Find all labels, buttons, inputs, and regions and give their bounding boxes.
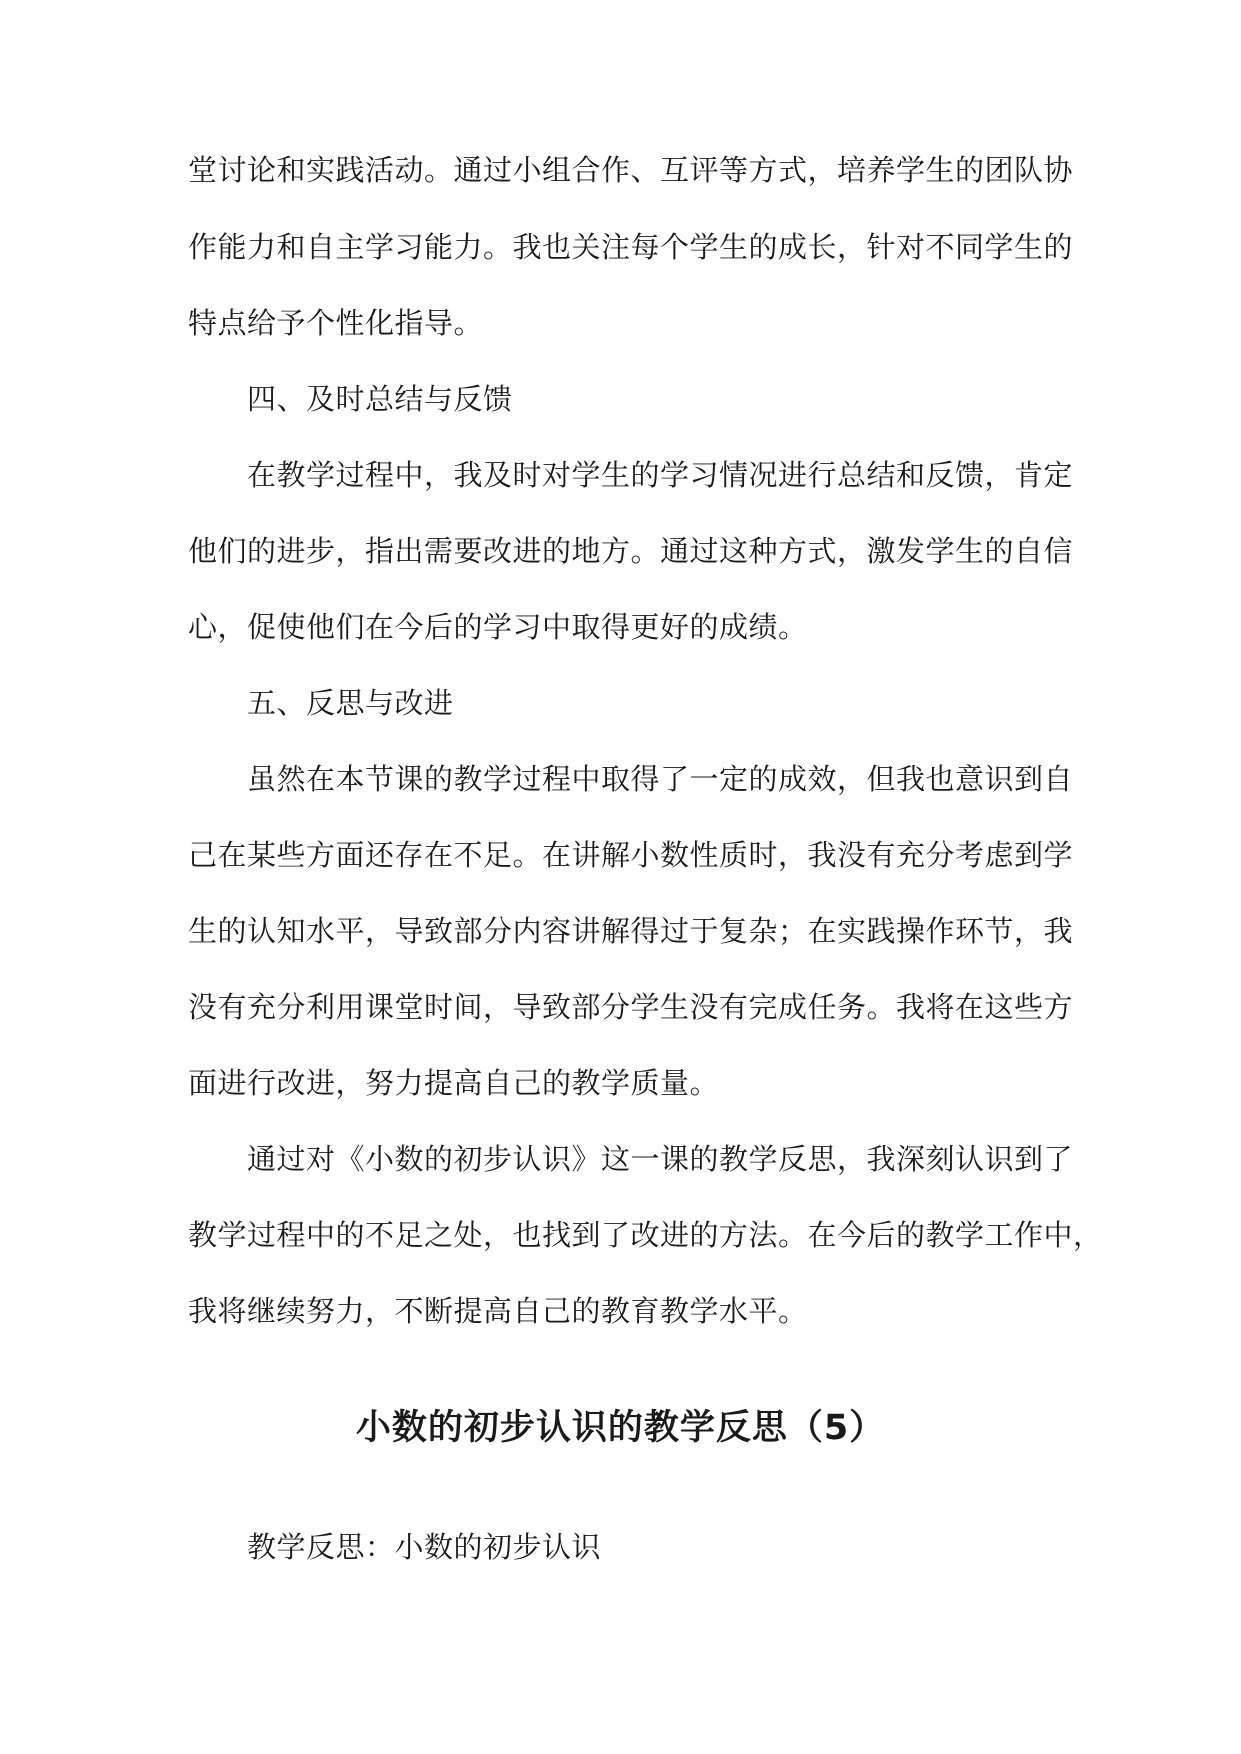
paragraph-line: 他们的进步，指出需要改进的地方。通过这种方式，激发学生的自信: [188, 534, 1074, 568]
paragraph-line: 虽然在本节课的教学过程中取得了一定的成效，但我也意识到自: [247, 762, 1074, 796]
paragraph-line: 作能力和自主学习能力。我也关注每个学生的成长，针对不同学生的: [188, 230, 1074, 264]
article-subtitle: 教学反思：小数的初步认识: [247, 1530, 602, 1564]
section-heading: 五、反思与改进: [247, 686, 454, 720]
paragraph-line: 没有充分利用课堂时间，导致部分学生没有完成任务。我将在这些方: [188, 990, 1074, 1024]
paragraph-line: 在教学过程中，我及时对学生的学习情况进行总结和反馈，肯定: [247, 458, 1074, 492]
paragraph-line: 教学过程中的不足之处，也找到了改进的方法。在今后的教学工作中，: [188, 1218, 1103, 1252]
paragraph-line: 己在某些方面还存在不足。在讲解小数性质时，我没有充分考虑到学: [188, 838, 1074, 872]
article-title: 小数的初步认识的教学反思（5）: [355, 1408, 886, 1448]
paragraph-line: 生的认知水平，导致部分内容讲解得过于复杂；在实践操作环节，我: [188, 914, 1074, 948]
paragraph-line: 心，促使他们在今后的学习中取得更好的成绩。: [188, 610, 808, 644]
paragraph-line: 面进行改进，努力提高自己的教学质量。: [188, 1066, 720, 1100]
paragraph-line: 我将继续努力，不断提高自己的教育教学水平。: [188, 1294, 808, 1328]
section-heading: 四、及时总结与反馈: [247, 382, 513, 416]
paragraph-line: 堂讨论和实践活动。通过小组合作、互评等方式，培养学生的团队协: [188, 153, 1074, 187]
paragraph-line: 特点给予个性化指导。: [188, 306, 484, 340]
paragraph-line: 通过对《小数的初步认识》这一课的教学反思，我深刻认识到了: [247, 1142, 1074, 1176]
